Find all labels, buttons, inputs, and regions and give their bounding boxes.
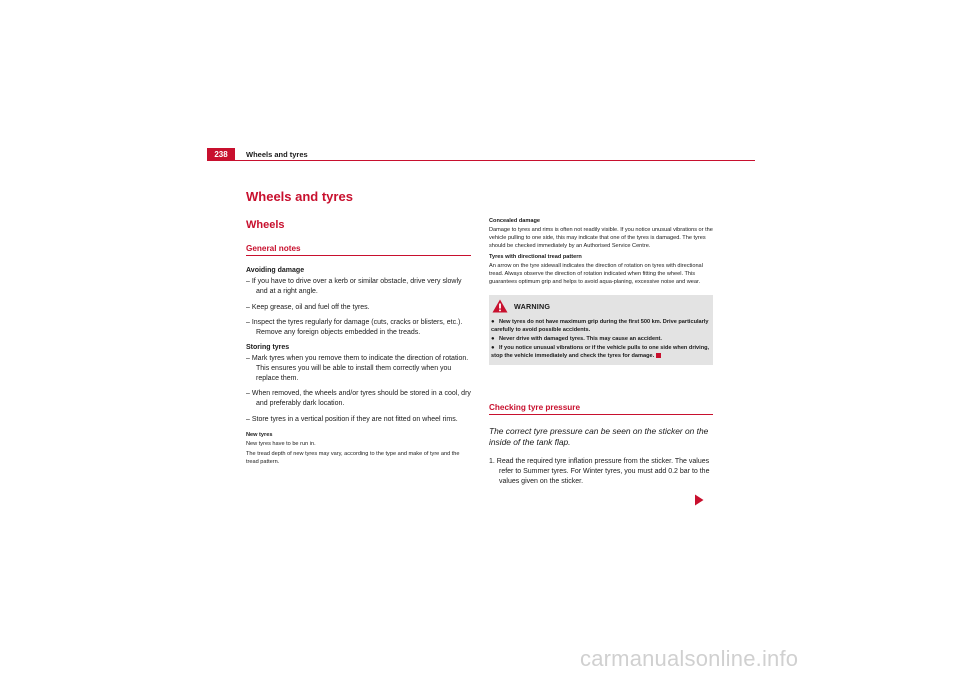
avoiding-damage-heading: Avoiding damage <box>246 267 305 274</box>
next-page-arrow-icon <box>694 494 704 506</box>
running-head: Wheels and tyres <box>246 150 308 159</box>
new-tyres-tread-text: The tread depth of new tyres may vary, according to the type and make of tyre and the tread pattern. <box>246 450 460 465</box>
new-tyres-heading: New tyres <box>246 431 273 438</box>
concealed-damage-text: Damage to tyres and rims is often not readily visible. If you notice unusual vibrations or the vehicle pulling to one side, this may indicate that one of the tyres is damaged. The tyres should be checked immediately by an Authorised Service Centre. <box>489 227 713 249</box>
list-item: – Keep grease, oil and fuel off the tyres. <box>246 303 370 311</box>
directional-tread-heading: Tyres with directional tread pattern <box>489 254 582 260</box>
subsection-checking-tyre-pressure: Checking tyre pressure <box>489 403 713 415</box>
bullet-icon: ● <box>491 319 495 325</box>
end-of-section-icon <box>656 353 661 358</box>
warning-box <box>489 295 713 365</box>
right-column <box>489 218 713 487</box>
warning-header <box>491 299 710 313</box>
list-item: – If you have to drive over a kerb or similar obstacle, drive very slowly and at a right angle. <box>246 278 462 295</box>
subsection-general-notes: General notes <box>246 244 471 256</box>
list-item: – Store tyres in a vertical position if they are not fitted on wheel rims. <box>246 415 458 423</box>
concealed-damage-heading: Concealed damage <box>489 218 540 224</box>
page-number: 238 <box>207 148 235 161</box>
section-title: Wheels <box>246 219 285 231</box>
warning-item: ● Never drive with damaged tyres. This may cause an accident. <box>491 336 662 342</box>
warning-item: ● New tyres do not have maximum grip during the first 500 km. Drive particularly carefully to avoid possible accidents. <box>491 319 709 333</box>
header-rule <box>207 160 755 161</box>
chapter-title: Wheels and tyres <box>246 189 353 204</box>
list-item: – When removed, the wheels and/or tyres should be stored in a cool, dry and preferably dark location. <box>246 390 471 407</box>
warning-triangle-icon <box>492 299 508 313</box>
bullet-icon: ● <box>491 345 495 351</box>
list-item: – Inspect the tyres regularly for damage (cuts, cracks or blisters, etc.). Remove any foreign objects embedded in the treads. <box>246 319 463 336</box>
new-tyres-text: New tyres have to be run in. <box>246 440 316 447</box>
directional-tread-text: An arrow on the tyre sidewall indicates the direction of rotation on tyres with directional tread. Always observe the direction of rotation indicated when fitting the wheel. This guarantees optimum grip and helps to avoid aqua-planing, excessive noise and wear. <box>489 263 703 285</box>
warning-title: WARNING <box>514 301 551 311</box>
left-column <box>246 244 471 468</box>
bullet-icon: ● <box>491 336 495 342</box>
list-item: – Mark tyres when you remove them to indicate the direction of rotation. This ensures you will be able to install them correctly when you replace them. <box>246 354 469 382</box>
step-item: 1. Read the required tyre inflation pressure from the sticker. The values refer to Summer tyres. For Winter tyres, you must add 0.2 bar to the values given on the sticker. <box>489 458 710 485</box>
storing-tyres-heading: Storing tyres <box>246 343 290 351</box>
watermark: carmanualsonline.info <box>580 646 799 671</box>
tyre-pressure-intro: The correct tyre pressure can be seen on the sticker on the inside of the tank flap. <box>489 426 709 447</box>
warning-item: ● If you notice unusual vibrations or if the vehicle pulls to one side when driving, stop the vehicle immediately and check the tyres for damage. <box>491 345 710 359</box>
